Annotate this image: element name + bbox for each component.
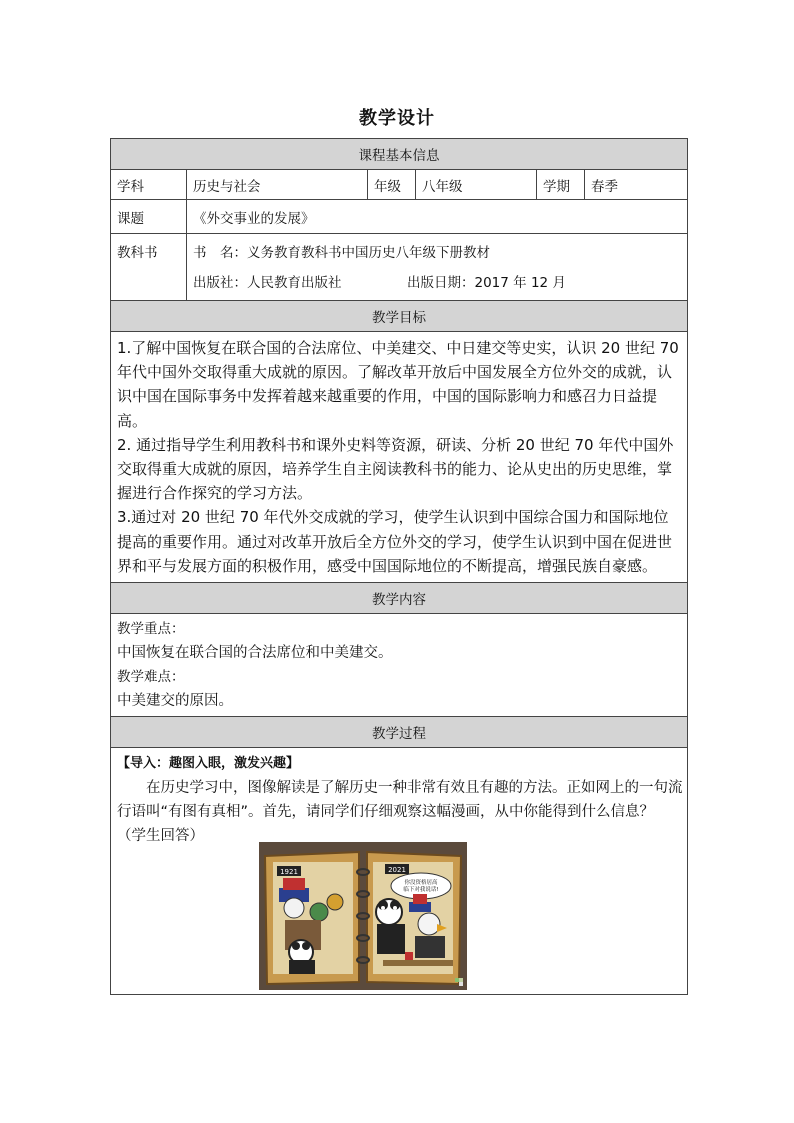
term-value: 春季 [585, 170, 688, 200]
topic-value: 《外交事业的发展》 [187, 200, 688, 234]
svg-text:你没资格居高: 你没资格居高 [404, 880, 438, 887]
history-cartoon-image [259, 842, 467, 990]
svg-text:临下对我说话!: 临下对我说话! [403, 887, 439, 894]
difficult-point-text: 中美建交的原因。 [117, 693, 233, 710]
grade-value: 八年级 [416, 170, 537, 200]
objective-item: 2. 通过指导学生利用教科书和课外史料等资源，研读、分析 20 世纪 70 年代中国外交取得重大成就的原因，培养学生自主阅读教科书的能力、论从史出的历史思维，掌握进行合作探究的学习方法。 [117, 435, 674, 503]
key-point-text: 中国恢复在联合国的合法席位和中美建交。 [117, 645, 393, 662]
publisher-value: 人民教育出版社 [247, 275, 342, 291]
subject-label: 学科 [111, 170, 187, 200]
student-answer: （学生回答） [117, 828, 204, 845]
textbook-label: 教科书 [111, 234, 187, 301]
topic-label: 课题 [111, 200, 187, 234]
objective-item: 3.通过对 20 世纪 70 年代外交成就的学习，使学生认识到中国综合国力和国际地位提高的重要作用。通过对改革开放后全方位外交的学习，使学生认识到中国在促进世界和平与发展方面的积极作用，感受中国国际地位的不断提高，增强民族自豪感。 [117, 508, 673, 575]
section-content: 教学内容 [111, 583, 688, 614]
grade-label: 年级 [368, 170, 416, 200]
process-cell [111, 748, 688, 995]
section-basic-info: 课程基本信息 [111, 139, 688, 170]
term-label: 学期 [537, 170, 585, 200]
objectives-cell [111, 332, 688, 583]
subject-value: 历史与社会 [187, 170, 368, 200]
page-title: 教学设计 [359, 108, 435, 129]
publisher-label: 出版社： [193, 275, 247, 291]
textbook-info [187, 234, 688, 301]
book-name-value: 义务教育教科书中国历史八年级下册教材 [247, 245, 490, 261]
difficult-point-label: 教学难点： [117, 669, 185, 686]
section-process: 教学过程 [111, 717, 688, 748]
objective-item: 1.了解中国恢复在联合国的合法席位、中美建交、中日建交等史实，认识 20 世纪 70 年代中国外交取得重大成就的原因。了解改革开放后中国发展全方位外交的成就，认识中国在国际事务中发挥着越来越重要的作用，中国的国际影响力和感召力日益提高。 [117, 339, 679, 430]
book-name-label: 书 名： [193, 245, 247, 261]
lesson-plan-table [110, 138, 688, 995]
cartoon-year-left: 1921 [280, 868, 298, 877]
key-point-label: 教学重点： [117, 621, 185, 638]
process-heading: 【导入：趣图入眼，激发兴趣】 [117, 756, 300, 772]
content-cell [111, 614, 688, 717]
pubdate-label: 出版日期： [407, 275, 475, 291]
process-paragraph: 在历史学习中，图像解读是了解历史一种非常有效且有趣的方法。正如网上的一句流行语叫“有图有真相”。首先，请同学们仔细观察这幅漫画，从中你能得到什么信息？ [117, 780, 683, 821]
cartoon-year-right: 2021 [388, 866, 406, 875]
pubdate-value: 2017 年 12 月 [474, 275, 566, 291]
section-objectives: 教学目标 [111, 301, 688, 332]
